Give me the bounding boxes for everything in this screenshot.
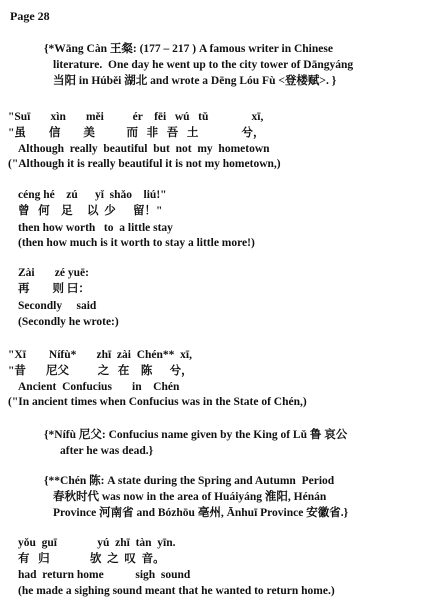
- chinese-line: 再 则 曰：: [18, 283, 90, 295]
- translation-line: ("Although it is really beautiful it is not my hometown,): [8, 158, 281, 170]
- note-line: 春秋时代 was now in the area of Huáiyáng 淮阳, Hénán: [53, 491, 327, 503]
- translation-line: ("In ancient times when Confucius was in the State of Chén,): [8, 396, 307, 408]
- translation-line: (Secondly he wrote:): [18, 316, 119, 328]
- chinese-line: 有 归 欤 之 叹 音。: [18, 553, 165, 565]
- note-line: Province 河南省 and Bózhōu 亳州, Ānhuī Province 安徽省.}: [53, 507, 349, 519]
- chinese-line: "虽 信 美 而 非 吾 土 兮，: [8, 127, 265, 139]
- note-line: after he was dead.}: [60, 445, 154, 457]
- note-line: 当阳 in Húběi 湖北 and wrote a Dēng Lóu Fù <登楼赋>. }: [53, 75, 337, 87]
- chinese-line: 曾 何 足 以 少 留！": [18, 205, 163, 217]
- chinese-line: "昔 尼父 之 在 陈 兮，: [8, 365, 193, 377]
- pinyin-line: "Xī Nífù* zhī zài Chén** xī,: [8, 349, 192, 361]
- note-line: {*Nífù 尼父: Confucius name given by the King of Lǔ 鲁 哀公: [44, 429, 348, 441]
- note-line: literature. One day he went up to the city tower of Dāngyáng: [53, 59, 354, 71]
- translation-line: (then how much is it worth to stay a little more!): [18, 237, 255, 249]
- gloss-line: had return home sigh sound: [18, 569, 191, 581]
- pinyin-line: céng hé zú yǐ shǎo liú!": [18, 189, 167, 201]
- gloss-line: Ancient Confucius in Chén: [18, 381, 180, 393]
- gloss-line: Although really beautiful but not my hometown: [18, 143, 270, 155]
- gloss-line: Secondly said: [18, 300, 97, 312]
- pinyin-line: "Suī xìn měi ér fēi wú tǔ xī,: [8, 111, 264, 123]
- page-number: Page 28: [10, 9, 50, 23]
- pinyin-line: Zài zé yuē:: [18, 267, 89, 279]
- translation-line: (he made a sighing sound meant that he wanted to return home.): [18, 585, 335, 597]
- note-line: {*Wāng Càn 王粲: (177 – 217 ) A famous writer in Chinese: [44, 43, 333, 55]
- gloss-line: then how worth to a little stay: [18, 222, 173, 234]
- note-line: {**Chén 陈: A state during the Spring and Autumn Period: [44, 475, 335, 487]
- pinyin-line: yǒu guī yú zhī tàn yīn.: [18, 537, 176, 549]
